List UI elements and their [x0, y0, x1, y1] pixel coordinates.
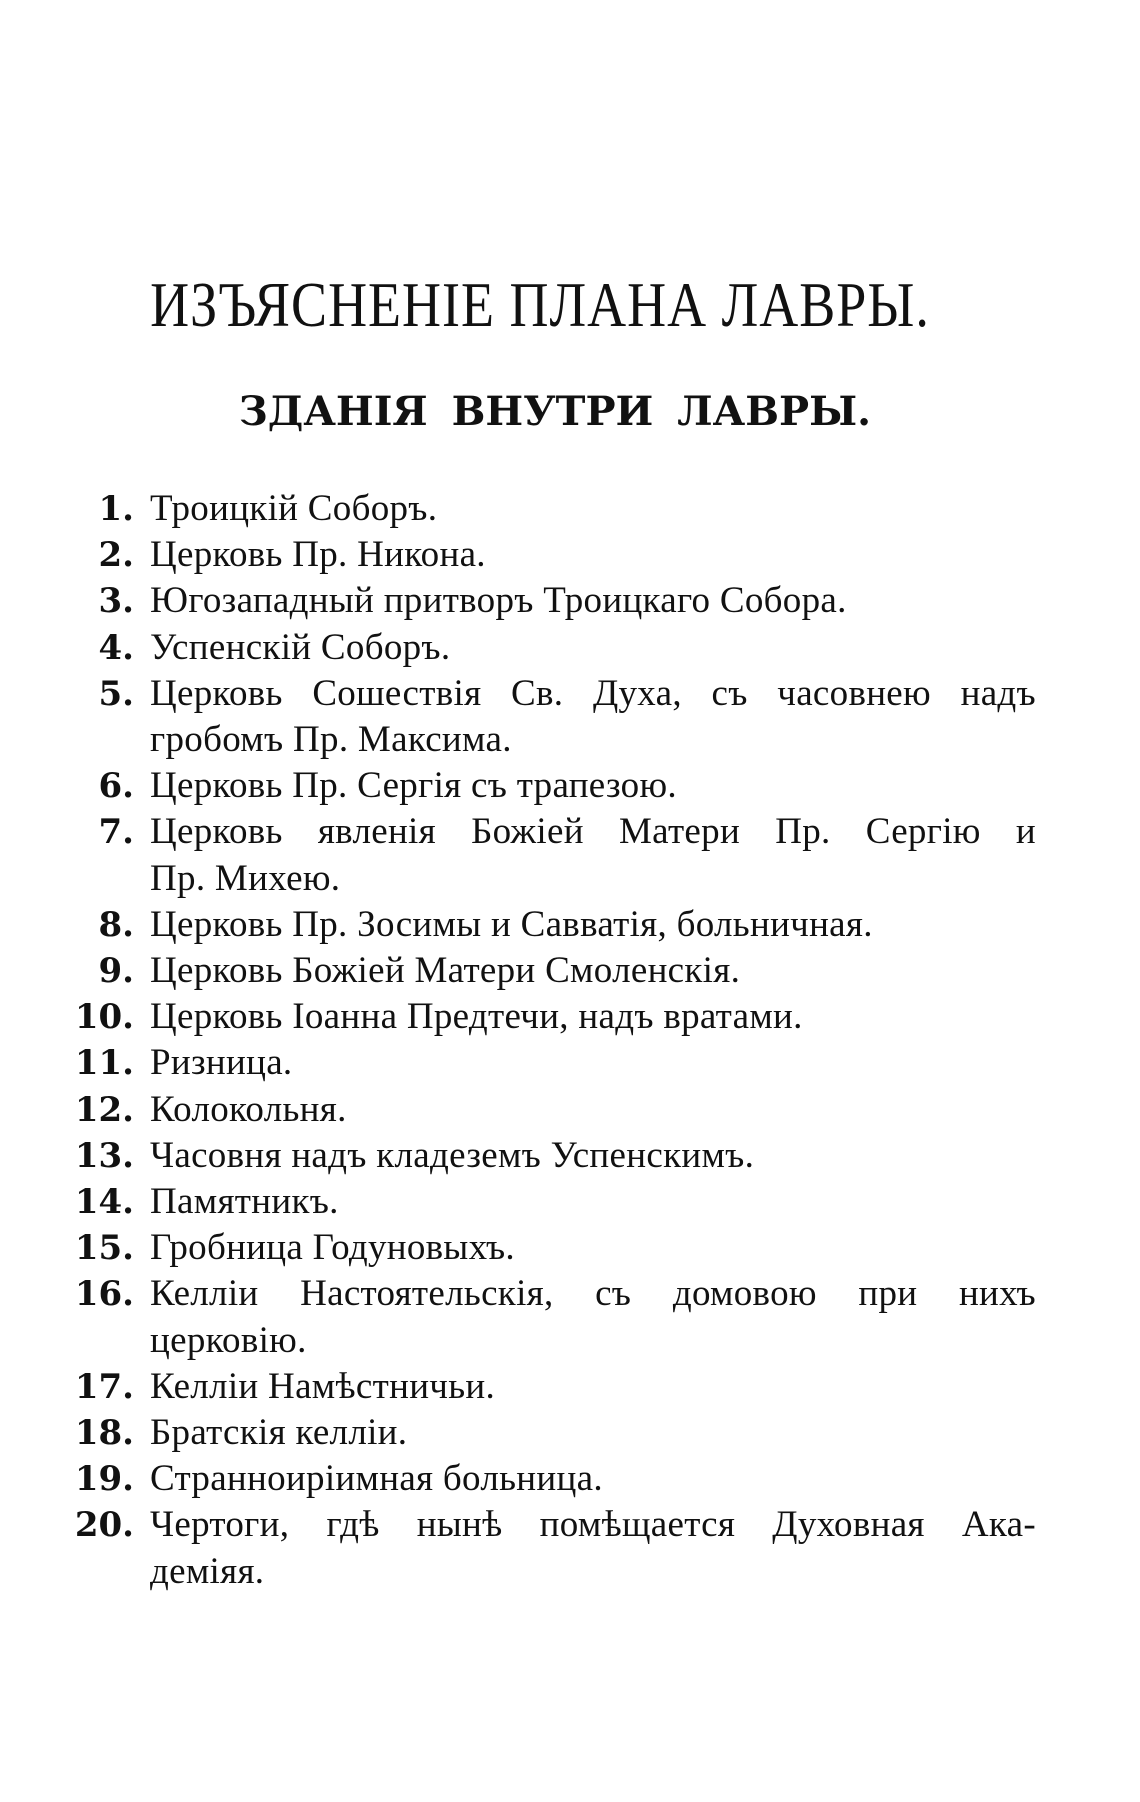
item-text-line: деміяя.: [150, 1550, 265, 1592]
item-number: 18.: [74, 1413, 134, 1454]
item-number: 6.: [98, 766, 134, 807]
item-text: [150, 486, 1036, 532]
item-text-line: Троицкій Соборъ.: [150, 488, 438, 529]
page-title: ИЗЪЯСНЕНІЕ ПЛАНА ЛАВРЫ.: [150, 269, 930, 340]
item-text: [150, 625, 1036, 671]
item-text: [150, 1410, 1036, 1456]
item-number: 4.: [98, 627, 134, 668]
item-text: [150, 1456, 1036, 1502]
list-item: [60, 763, 1036, 809]
list-item: [60, 948, 1036, 994]
item-text-line: Ризница.: [150, 1042, 293, 1084]
item-text-line: Гробница Годуновыхъ.: [150, 1227, 515, 1269]
list-item: [60, 994, 1036, 1040]
list-item: [60, 625, 1036, 671]
list-item: [60, 1225, 1036, 1271]
item-text-line: Келліи Намѣстничьи.: [150, 1365, 496, 1407]
item-text-line: Памятникъ.: [150, 1181, 339, 1223]
item-text: [150, 902, 1036, 948]
section-title: ЗДАНІЯ ВНУТРИ ЛАВРЫ.: [238, 388, 872, 435]
item-text-line: Югозападный притворъ Троицкаго Собора.: [150, 580, 847, 622]
item-text-line: Успенскій Соборъ.: [150, 626, 451, 668]
list-item: [60, 1087, 1036, 1133]
item-text: [150, 1364, 1036, 1410]
item-number: 11.: [74, 1043, 134, 1084]
item-number: 2.: [98, 535, 134, 576]
item-text-line: Церковь Божіей Матери Смоленскія.: [150, 950, 741, 992]
item-text: [150, 948, 1036, 994]
item-number: 9.: [98, 951, 134, 992]
item-number: 1.: [98, 489, 134, 529]
list-item: [60, 902, 1036, 948]
item-text: [150, 1271, 1036, 1363]
list-item: [60, 1179, 1036, 1225]
item-number: 17.: [74, 1366, 134, 1407]
item-number: 3.: [98, 581, 134, 622]
list-item: [60, 1364, 1036, 1410]
item-text: [150, 1179, 1036, 1225]
item-text-line: Часовня надъ кладеземъ Успенскимъ.: [150, 1134, 755, 1176]
item-number: 20.: [74, 1505, 134, 1546]
list-item: [60, 1133, 1036, 1179]
item-text: [150, 1225, 1036, 1271]
item-text-line: Церковь явленія Божіей Матери Пр. Сергію и: [150, 811, 1036, 853]
item-text: [150, 578, 1036, 624]
item-text-line: Церковь Пр. Зосимы и Савватія, больничная.: [150, 903, 873, 945]
item-text-line: Церковь Сошествія Св. Духа, съ часовнею надъ: [150, 672, 1036, 714]
item-text: [150, 671, 1036, 763]
item-text-line: Колокольня.: [150, 1088, 347, 1130]
item-text-line: Церковь Іоанна Предтечи, надъ вратами.: [150, 996, 803, 1038]
item-number: 7.: [98, 812, 134, 853]
item-text-line: гробомъ Пр. Максима.: [150, 719, 512, 761]
item-number: 15.: [74, 1228, 134, 1269]
item-text: [150, 1040, 1036, 1086]
list-item: [60, 1271, 1036, 1363]
item-text-line: Церковь Пр. Никона.: [150, 534, 486, 576]
item-text-line: Странноиріимная больница.: [150, 1458, 603, 1500]
list-item: [60, 532, 1036, 578]
list-item: [60, 578, 1036, 624]
list-item: [60, 671, 1036, 763]
list-item: [60, 1040, 1036, 1086]
item-number: 8.: [98, 904, 134, 945]
item-text: [150, 1133, 1036, 1179]
item-text: [150, 1087, 1036, 1133]
list-item: [60, 1502, 1036, 1594]
item-number: 19.: [74, 1459, 134, 1500]
list-item: [60, 1456, 1036, 1502]
item-text-line: Пр. Михею.: [150, 857, 341, 899]
item-text: [150, 763, 1036, 809]
item-text: [150, 809, 1036, 901]
item-number: 12.: [74, 1089, 134, 1130]
item-number: 10.: [74, 997, 134, 1038]
item-number: 5.: [98, 673, 134, 714]
item-number: 16.: [74, 1274, 134, 1315]
list-item: [60, 1410, 1036, 1456]
item-text: [150, 994, 1036, 1040]
building-list: [60, 486, 1036, 1595]
item-text-line: Келліи Настоятельскія, съ домовою при нихъ: [150, 1273, 1036, 1315]
item-text-line: Чертоги, гдѣ нынѣ помѣщается Духовная Ака-: [150, 1504, 1036, 1546]
item-text-line: Церковь Пр. Сергія съ трапезою.: [150, 765, 677, 807]
list-item: [60, 486, 1036, 532]
item-text-line: Братскія келліи.: [150, 1412, 408, 1454]
item-number: 14.: [74, 1182, 134, 1223]
item-text: [150, 532, 1036, 578]
item-text: [150, 1502, 1036, 1594]
item-number: 13.: [74, 1135, 134, 1176]
list-item: [60, 809, 1036, 901]
item-text-line: церковію.: [150, 1319, 307, 1361]
